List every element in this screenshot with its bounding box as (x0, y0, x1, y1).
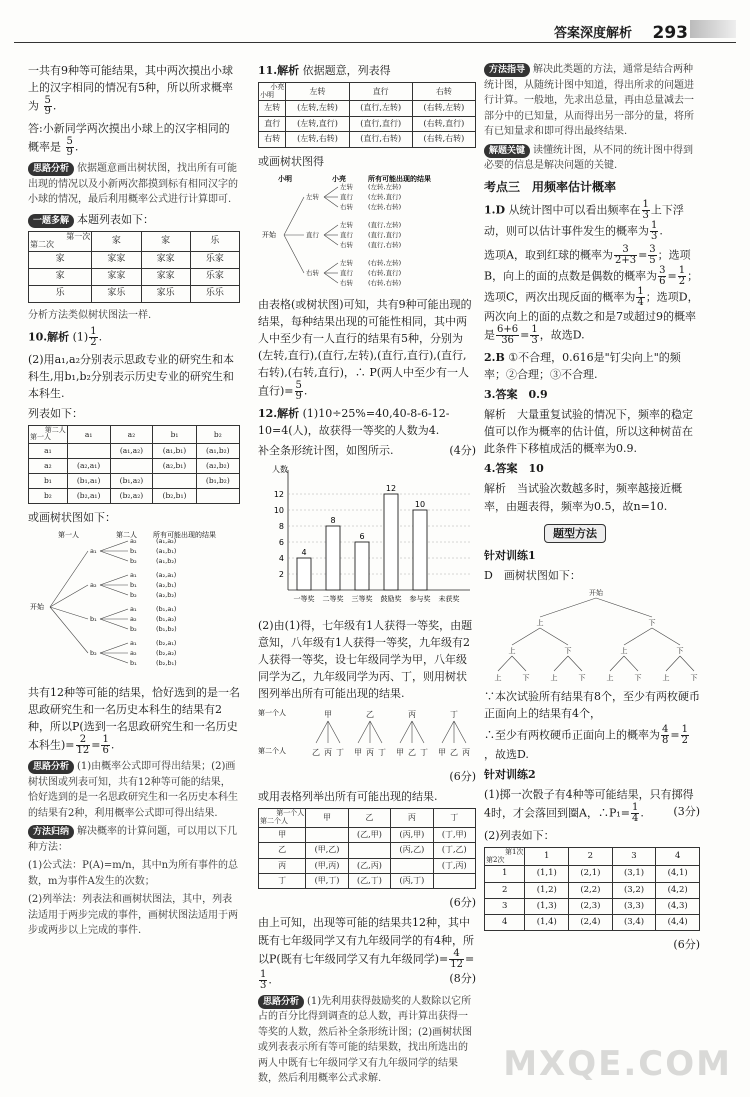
text-block: (6分) (673, 938, 700, 952)
tree-node-label: 左转 (306, 192, 319, 201)
text-block: 选项A，取到红球的概率为 $\frac{3}{2+3}$ = $\frac{3}{5}$ ；选项B，向上的面的点数是偶数的概率为 $\frac{3}{6}$ = $\frac{1}{2}$ ；选项C，两次出现反面的概率为 $\frac{1}{4}$ ；选项D，两次向上的面的点数之和是7或超过9的概率是 $\frac{6+6}{36}$ = $\frac{1}{3}$ ，故选D. (484, 244, 699, 347)
table-winners: 第一个人 第二个人 甲 乙 丙 丁 甲 (乙,甲) (丙,甲) (丁,甲) 乙 (甲,乙) (丙,乙) (丁,乙) 丙 (甲,丙) (乙,丙) (丁,丙) 丁 (甲,丁) (乙,丁) (丙,丁) (258, 808, 476, 889)
tree-node-label: (右转,直行) (368, 268, 402, 277)
text-block: (2)列举法：列表法和画树状图法，其中，列表法适用于两步完成的事件，画树状图法适用于两步或两步以上完成的事件. (28, 894, 238, 937)
tree-branch (540, 628, 568, 645)
text-block: 解析 当试验次数越多时，频率越接近概率，由题表得，频率为0.5，故n=10. (484, 482, 682, 513)
tree-node-label: (直行,右转) (368, 240, 402, 249)
tree-node-label: 右转 (340, 278, 353, 287)
tree-node-label: 右转 (306, 268, 319, 277)
text-block: D 画树状图如下： (484, 568, 581, 582)
fraction: $\frac{3}{5}$ (649, 244, 656, 267)
text-block: 分析方法类似树状图法一样. (28, 310, 152, 322)
text-block: 解析 大量重复试验的情况下，频率的稳定值可以作为概率的估计值，所以这种树苗在此条件下移植成活的概率为0.9. (484, 408, 693, 456)
tree-node-label: a₁ (130, 639, 137, 648)
fraction: $\frac{1}{6}$ (102, 734, 109, 757)
tree-node-label: 乙 (450, 748, 458, 758)
tree-node-label: (b₂,a₂) (156, 649, 177, 658)
fraction: $\frac{1}{3}$ (642, 199, 649, 222)
y-tick-label: 6 (278, 538, 284, 548)
svg-text:所有可能出现的结果: 所有可能出现的结果 (368, 174, 431, 183)
text-block: 10.解析 (1) $\frac{1}{2}$ . (28, 325, 103, 348)
bar (413, 510, 427, 590)
tree-branch (370, 721, 382, 743)
watermark: MXQE.COM (503, 1044, 732, 1085)
text-block: (1)掷一次骰子有4种等可能结果，只有掷得4时，才会落回到圈A，∴P₁= $\frac{1}{4}$ . (3分) (484, 787, 700, 824)
text-block: ∵本次试验所有结果有8个，至少有两枚硬币正面向上的结果有4个， (484, 689, 700, 720)
bar-value-label: 12 (385, 484, 397, 494)
tree-node-label: (b₁,a₁) (156, 605, 177, 614)
fraction: $\frac{4}{8}$ (662, 723, 669, 746)
tree-branch (498, 656, 512, 671)
text-block: 或用表格列举出所有可能出现的结果. (258, 790, 438, 804)
tree-node-label: 直行 (340, 230, 353, 239)
tree-node-label: 下 (564, 646, 572, 655)
label-badge: 思路分析 (28, 760, 74, 774)
fraction: $\frac{5}{9}$ (66, 136, 73, 159)
tree-node-label: 左转 (340, 182, 353, 191)
tree-branch (324, 235, 338, 245)
text-block: 12.解析 (1)10÷25%=40,40-8-6-12-10=4(人)，故获得一等奖的人数为4. (258, 406, 450, 437)
tree-branch (50, 607, 88, 653)
tree-branch (554, 656, 568, 671)
tree-node-label: 乙 (366, 710, 374, 720)
svg-text:所有可能出现的结果: 所有可能出现的结果 (153, 531, 216, 540)
fraction: $\frac{5}{9}$ (44, 95, 51, 118)
text-block: 共有12种等可能的结果，恰好选到的是一名思政研究生和一名历史本科生的结果有2种，所以P(选到一名思政研究生和一名历史本科生)= $\frac{2}{12}$ = $\frac{1}{6}$ . (28, 686, 240, 757)
column-1 (28, 62, 240, 942)
y-tick-label: 4 (278, 554, 284, 564)
tree-node-label: 乙 (408, 748, 416, 758)
tree-node-label: 上 (494, 673, 502, 682)
label-badge: 一题多解 (28, 214, 74, 228)
tree-node-label: a₂ (130, 537, 137, 546)
tree-branch (324, 273, 338, 283)
tree-node-label: 左转 (340, 258, 353, 267)
tree-branch (324, 197, 338, 207)
text-block: ∴至少有两枚硬币正面向上的概率为 $\frac{4}{8}$ = $\frac{1}{2}$ ，故选D. (484, 723, 688, 761)
label-badge: 方法指导 (484, 63, 530, 77)
tree-node-label: 上 (662, 673, 670, 682)
tree-node-label: (a₂,a₁) (156, 571, 177, 580)
tree-node-label: 丁 (336, 748, 344, 758)
text-block: 列表如下： (28, 406, 83, 420)
tree-node-label: (a₁,b₁) (156, 547, 177, 556)
table-directions: 小亮 小明 左转 直行 右转 左转 (左转,左转) (直行,左转) (右转,左转) 直行 (左转,直行) (直行,直行) (右转,直行) 右转 (左转,右转) (直行,右转) (右转,右转) (258, 82, 476, 148)
tree-node-label: 丙 (462, 748, 470, 758)
tree-branch (100, 653, 128, 663)
text-block: (6分) (449, 896, 476, 910)
tree-branch (50, 551, 88, 607)
tree-diagram-winners (258, 705, 476, 763)
text-block: 1.D 从统计图中可以看出频率在 $\frac{1}{3}$ 上下浮动，则可以估计事件发生的概率为 $\frac{1}{3}$ . (484, 199, 684, 243)
tree-node-label: 直行 (306, 230, 319, 239)
x-tick-label: 鼓励奖 (380, 595, 402, 604)
column-2 (258, 62, 476, 1090)
tree-node-label: 丁 (378, 748, 386, 758)
fraction: $\frac{4}{12}$ (450, 947, 463, 970)
tree-node-label: a₁ (130, 571, 137, 580)
tree-branch (666, 656, 680, 671)
tree-branch (100, 541, 128, 551)
tree-branch (454, 721, 466, 743)
bar (297, 558, 311, 590)
tree-node-label: (b₁,b₂) (156, 625, 177, 634)
y-tick-label: 8 (278, 522, 284, 532)
fraction: $\frac{2}{12}$ (76, 734, 90, 757)
text-block: 思路分析 依据题意画出树状图，找出所有可能出现的情况以及小新两次都摸到标有相同汉字的小球的情况，最后利用概率公式进行计算即可. (28, 163, 238, 206)
tree-diagram-students (28, 529, 240, 679)
text-block: 答:小新同学两次摸出小球上的汉字相同的概率是 $\frac{5}{9}$ . (28, 122, 230, 159)
fraction: $\frac{1}{2}$ (678, 265, 686, 288)
tree-node-label: 丁 (420, 748, 428, 758)
tree-node-label: (a₁,b₂) (156, 557, 177, 566)
tree-node-label: 丙 (366, 748, 374, 758)
x-tick-label: 未获奖 (438, 595, 460, 604)
tree-node-label: (b₂,a₁) (156, 639, 177, 648)
text-block: 由表格(或树状图)可知，共有9种可能出现的结果，每种结果出现的可能性相同，其中两人中至少有一人直行的结果有5种，分别为(左转,直行),(直行,左转),(直行,直行),(直行,右转),(右转,直行)，∴ P(两人中至少有一人直行)= $\frac{5}{9}$ . (258, 297, 472, 402)
tree-branch (324, 263, 338, 273)
text-block: (2)由(1)得，七年级有1人获得一等奖，由题意知，八年级有1人获得一等奖，九年级有2人获得一等奖，设七年级同学为甲，八年级同学为乙，九年级同学为丙、丁，则用树状图列举出所有可能出现的结果. (258, 619, 473, 701)
tree-node-label: 下 (676, 646, 684, 655)
tree-node-label: 下 (690, 673, 698, 682)
tree-node-label: (a₂,b₂) (156, 591, 177, 600)
tree-node-label: b₂ (130, 591, 137, 600)
svg-text:第一个人: 第一个人 (258, 709, 286, 718)
tree-node-label: 上 (620, 646, 628, 655)
text-block: (2)列表如下： (484, 828, 555, 842)
svg-text:小明: 小明 (278, 174, 292, 183)
svg-text:小亮: 小亮 (332, 174, 346, 183)
label-badge: 方法归纳 (28, 825, 74, 839)
tree-branch (568, 656, 582, 671)
tree-node-label: 上 (536, 618, 544, 627)
tree-node-label: 上 (508, 646, 516, 655)
text-block: 4.答案 10 (484, 462, 544, 476)
tree-node-label: 右转 (340, 202, 353, 211)
fraction: $\frac{3}{2+3}$ (614, 244, 637, 267)
bar-value-label: 4 (301, 548, 307, 558)
tree-branch (316, 721, 328, 743)
header-rule (14, 42, 736, 43)
tree-node-label: 开始 (589, 588, 603, 597)
tree-node-label: 丁 (450, 710, 458, 720)
tree-node-label: (a₂,b₁) (156, 581, 177, 590)
label-badge: 思路分析 (258, 995, 304, 1009)
tree-node-label: 甲 (354, 748, 362, 758)
tree-node-label: b₂ (90, 649, 97, 658)
tree-node-label: b₁ (130, 547, 137, 556)
bar-chart-awards (258, 462, 476, 612)
tree-node-label: a₁ (130, 605, 137, 614)
table-draw-results: 第一次 第二次 家 家 乐 家 家家 家家 乐家 家 家家 家家 乐家 乐 家乐 家乐 乐乐 (28, 231, 240, 303)
tree-node-label: 丙 (408, 710, 416, 720)
svg-text:开始: 开始 (30, 603, 44, 612)
tree-branch (680, 656, 694, 671)
tree-node-label: 直行 (340, 268, 353, 277)
column-3 (484, 62, 700, 956)
svg-text:开始: 开始 (262, 230, 276, 239)
fraction: $\frac{5}{9}$ (295, 379, 302, 402)
svg-text:第二人: 第二人 (116, 531, 137, 540)
tree-node-label: (b₁,a₂) (156, 615, 177, 624)
header-title: 答案深度解析 (553, 26, 632, 41)
tree-branch (624, 656, 638, 671)
tree-branch (358, 721, 370, 743)
tree-node-label: 下 (634, 673, 642, 682)
tree-node-label: (直行,左转) (368, 220, 402, 229)
fraction: $\frac{1}{3}$ (260, 968, 267, 991)
y-tick-label: 2 (278, 570, 284, 580)
tree-branch (324, 187, 338, 197)
fraction: $\frac{6+6}{36}$ (497, 324, 519, 347)
text-block: 方法归纳 解决概率的计算问题，可以用以下几种方法： (28, 826, 238, 853)
header-decoration (690, 20, 736, 38)
fraction: $\frac{1}{3}$ (651, 220, 658, 243)
text-block: 针对训练2 (484, 767, 536, 781)
tree-branch (540, 598, 596, 617)
tree-node-label: b₂ (130, 625, 137, 634)
bar (326, 526, 340, 590)
tree-node-label: 甲 (438, 748, 446, 758)
text-block: 针对训练1 (484, 548, 536, 562)
tree-node-label: 下 (648, 618, 656, 627)
tree-node-label: 左转 (340, 220, 353, 229)
y-axis-label: 人数 (272, 465, 288, 475)
tree-node-label: (左转,直行) (368, 192, 402, 201)
x-tick-label: 参与奖 (409, 595, 431, 604)
text-block: 思路分析 (1)先利用获得鼓励奖的人数除以它所占的百分比得到调查的总人数，再计算出获得一等奖的人数，然后补全条形统计图；(2)画树状图或列表表示所有等可能的结果数，找出所选出的两人中既有七年级同学又有九年级同学的结果数，然后利用概率公式求解. (258, 995, 473, 1085)
section-heading: 考点三 用频率估计概率 (484, 179, 617, 194)
tree-branch (100, 643, 128, 653)
tree-node-label: 丙 (324, 748, 332, 758)
tree-branch (324, 225, 338, 235)
tree-branch (50, 585, 88, 607)
tree-node-label: 甲 (324, 710, 332, 720)
text-block: (1)公式法：P(A)=m/n，其中n为所有事件的总数，m为事件A发生的次数； (28, 860, 239, 887)
bar-value-label: 10 (414, 500, 426, 510)
bar-value-label: 6 (359, 532, 365, 542)
text-block: 思路分析 (1)由概率公式即可得出结果；(2)画树状图或列表可知，共有12种等可能的结果，恰好选到的是一名思政研究生和一名历史本科生的结果有2种，利用概率公式即可得出结果. (28, 761, 238, 819)
page-header (0, 0, 750, 48)
tree-node-label: 上 (550, 673, 558, 682)
tree-branch (596, 598, 652, 617)
text-block: 11.解析 依据题意，列表得 (258, 64, 391, 77)
tree-node-label: (右转,右转) (368, 278, 402, 287)
tree-node-label: b₁ (90, 615, 97, 624)
tree-node-label: a₂ (90, 581, 97, 590)
y-tick-label: 12 (273, 490, 284, 500)
tree-branch (512, 628, 540, 645)
tree-branch (442, 721, 454, 743)
tree-branch (284, 235, 304, 273)
tree-branch (624, 628, 652, 645)
bar-value-label: 8 (330, 516, 336, 526)
section-banner: 题型方法 (544, 524, 606, 543)
svg-text:第一人: 第一人 (58, 531, 79, 540)
tree-branch (100, 609, 128, 619)
tree-node-label: a₂ (130, 615, 137, 624)
fraction: $\frac{3}{6}$ (659, 265, 666, 288)
tree-diagram-directions (258, 173, 476, 291)
label-badge: 解题关键 (484, 144, 530, 158)
tree-branch (100, 619, 128, 629)
text-block: (6分) (449, 770, 476, 784)
tree-branch (284, 197, 304, 235)
tree-node-label: 甲 (396, 748, 404, 758)
tree-node-label: 下 (522, 673, 530, 682)
x-tick-label: 二等奖 (322, 595, 344, 604)
bar (355, 542, 369, 590)
tree-branch (100, 551, 128, 561)
text-block: 由上可知，出现等可能的结果共12种，其中既有七年级同学又有九年级同学的有4种，所以P(既有七年级同学又有九年级同学)= $\frac{4}{12}$ = $\frac{1}{3}$ . (8分) (258, 916, 476, 991)
text-block: 解题关键 读懂统计图，从不同的统计图中得到必要的信息是解决问题的关键. (484, 144, 694, 171)
tree-node-label: a₂ (130, 649, 137, 658)
label-badge: 思路分析 (28, 162, 74, 176)
fraction: $\frac{1}{3}$ (531, 324, 538, 347)
fraction: $\frac{1}{4}$ (637, 286, 644, 309)
bar (384, 494, 398, 590)
table-students: 第二人 第一人 a₁ a₂ b₁ b₂ a₁ (a₁,a₂) (a₁,b₁) (a₁,b₂) a₂ (a₂,a₁) (a₂,b₁) (a₂,b₂) b₁ (b₁,a₁) (b₁,a₂) (b₁,b₂) b₂ (b₂,a₁) (b₂,a₂) (b₂,b₁) (28, 425, 240, 504)
tree-branch (328, 721, 340, 743)
text-block: 2.B ①不合理，0.616是"钉尖向上"的频率；②合理；③不合理. (484, 351, 681, 382)
tree-node-label: 下 (578, 673, 586, 682)
tree-branch (100, 575, 128, 585)
tree-branch (412, 721, 424, 743)
tree-node-label: (右转,左转) (368, 258, 402, 267)
tree-branch (100, 585, 128, 595)
tree-node-label: (左转,左转) (368, 182, 402, 191)
tree-node-label: 右转 (340, 240, 353, 249)
fraction: $\frac{1}{4}$ (631, 801, 639, 824)
table-dice: 第1次 第2次 1 2 3 4 1 (1,1) (2,1) (3,1) (4,1) 2 (1,2) (2,2) (3,2) (4,2) 3 (1,3) (2,3) (3,3) (4,3) 4 (1,4) (2,4) (3,4) (4,4) (484, 847, 700, 931)
text-block: 3.答案 0.9 (484, 388, 548, 402)
text-block: 方法指导 解决此类题的方法，通常是结合两种统计图，从随统计图中知道，得出所求的问题进行计算。一般地，先求出总量，再由总量减去一部分中的已知量，从而得出另一部分的量，将所有已知量求和即可得出最终结果. (484, 64, 694, 137)
tree-node-label: 上 (606, 673, 614, 682)
tree-node-label: a₁ (90, 547, 97, 556)
x-tick-label: 一等奖 (293, 595, 315, 604)
tree-diagram-coins (484, 587, 700, 683)
tree-node-label: (直行,直行) (368, 230, 402, 239)
tree-branch (512, 656, 526, 671)
text-block: (2)用a₁,a₂分别表示思政专业的研究生和本科生,用b₁,b₂分别表示历史专业的研究生和本科生. (28, 352, 235, 400)
text-block: 一共有9种等可能结果，其中两次摸出小球上的汉字相同的情况有5种，所以所求概率为 $\frac{5}{9}$ . (28, 64, 233, 118)
tree-branch (50, 607, 88, 619)
text-block: 或画树状图得 (258, 154, 324, 168)
page-number: 293 (652, 23, 688, 43)
fraction: $\frac{1}{2}$ (681, 723, 688, 746)
text-block: 补全条形统计图，如图所示. (4分) (258, 444, 476, 458)
fraction: $\frac{1}{2}$ (90, 325, 97, 348)
text-block: 一题多解 本题列表如下： (28, 211, 240, 228)
y-tick-label: 10 (273, 506, 284, 516)
tree-node-label: b₁ (130, 659, 137, 668)
x-tick-label: 三等奖 (351, 595, 373, 604)
tree-node-label: b₁ (130, 581, 137, 590)
tree-node-label: (b₂,b₁) (156, 659, 177, 668)
tree-node-label: 乙 (312, 748, 320, 758)
tree-node-label: (a₁,a₂) (156, 537, 177, 546)
tree-branch (610, 656, 624, 671)
tree-node-label: 直行 (340, 192, 353, 201)
tree-branch (652, 628, 680, 645)
svg-text:第二个人: 第二个人 (258, 747, 286, 756)
tree-node-label: b₂ (130, 557, 137, 566)
tree-node-label: (左转,右转) (368, 202, 402, 211)
tree-branch (400, 721, 412, 743)
text-block: 或画树状图如下： (28, 511, 116, 525)
